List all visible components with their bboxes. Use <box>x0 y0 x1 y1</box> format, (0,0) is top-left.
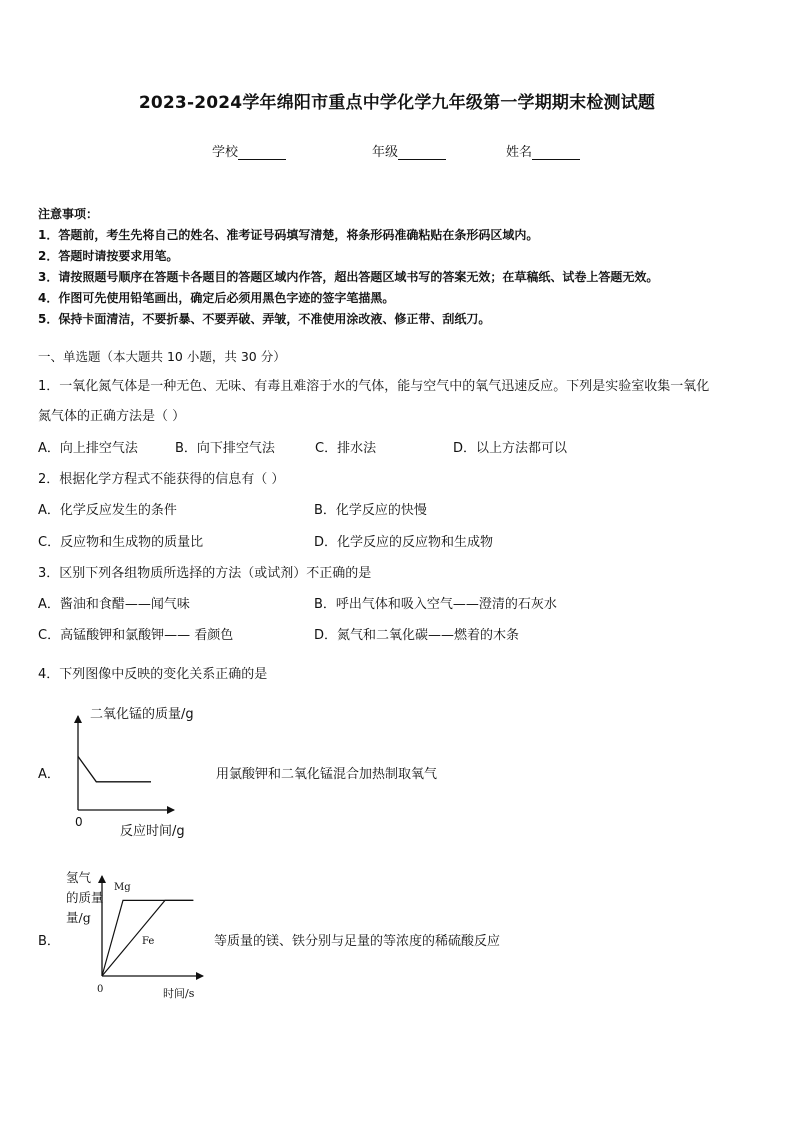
notice-block <box>38 204 658 330</box>
school-label: 学校 <box>212 145 239 160</box>
notice-item: 1．答题前，考生先将自己的姓名、准考证号码填写清楚，将条形码准确粘贴在条形码区域内。 <box>38 228 539 242</box>
grade-label: 年级 <box>372 145 399 160</box>
page-title: 2023-2024学年绵阳市重点中学化学九年级第一学期期末检测试题 <box>138 93 656 113</box>
graph-b-ylabel-line: 量/g <box>66 910 91 925</box>
question-1-option-b: B．向下排空气法 <box>175 441 275 456</box>
notice-item: 2．答题时请按要求用笔。 <box>38 249 179 263</box>
question-2-option-a: A．化学反应发生的条件 <box>38 503 177 518</box>
question-3-option-c: C．高锰酸钾和氯酸钾—— 看颜色 <box>38 628 234 643</box>
graph-a <box>70 712 180 816</box>
notice-item: 4．作图可先使用铅笔画出，确定后必须用黑色字迹的签字笔描黑。 <box>38 291 395 305</box>
question-2-stem: 2．根据化学方程式不能获得的信息有（ ） <box>38 472 285 487</box>
graph-b-ylabel-line: 氢气 <box>66 870 92 885</box>
name-blank <box>532 145 580 160</box>
name-field <box>506 141 580 160</box>
graph-a-ylabel: 二氧化锰的质量/g <box>90 707 194 722</box>
question-2-option-d: D．化学反应的反应物和生成物 <box>314 535 494 550</box>
question-4-option-a-label: A． <box>38 767 60 782</box>
graph-b-xlabel: 时间/s <box>163 987 195 1000</box>
graph-a-series-line <box>78 756 151 781</box>
graph-b-origin: 0 <box>97 984 104 995</box>
graph-b-series-label-mg: Mg <box>114 882 131 893</box>
question-1-option-a: A．向上排空气法 <box>38 441 138 456</box>
question-3-option-d: D．氮气和二氧化碳——燃着的木条 <box>314 628 520 643</box>
question-1-option-d: D．以上方法都可以 <box>453 441 568 456</box>
notice-heading: 注意事项： <box>38 207 99 221</box>
graph-a-origin: 0 <box>75 815 83 829</box>
question-4-option-b-caption: 等质量的镁、铁分别与足量的等浓度的稀硫酸反应 <box>214 934 501 949</box>
question-2-option-b: B．化学反应的快慢 <box>314 503 427 518</box>
section-heading: 一、单选题（本大题共 10 小题，共 30 分） <box>38 349 286 364</box>
question-4-option-a-caption: 用氯酸钾和二氧化锰混合加热制取氧气 <box>216 767 438 782</box>
school-field <box>212 141 286 160</box>
graph-b-series-fe <box>102 900 193 976</box>
question-4-stem: 4．下列图像中反映的变化关系正确的是 <box>38 667 268 682</box>
graph-b-series-mg <box>102 900 193 976</box>
notice-item: 3．请按照题号顺序在答题卡各题目的答题区域内作答，超出答题区域书写的答案无效；在草稿纸、试卷上答题无效。 <box>38 270 659 284</box>
question-3-option-a: A．酱油和食醋——闻气味 <box>38 597 190 612</box>
grade-field <box>372 141 446 160</box>
name-label: 姓名 <box>506 145 533 160</box>
question-1-stem-line2: 氮气体的正确方法是（ ） <box>38 409 186 424</box>
question-3-option-b: B．呼出气体和吸入空气——澄清的石灰水 <box>314 597 557 612</box>
graph-b-ylabel-line: 的质量 <box>66 890 104 905</box>
question-3-stem: 3．区别下列各组物质所选择的方法（或试剂）不正确的是 <box>38 566 372 581</box>
question-2-option-c: C．反应物和生成物的质量比 <box>38 535 204 550</box>
question-1-stem-line1: 1．一氧化氮气体是一种无色、无味、有毒且难溶于水的气体，能与空气中的氧气迅速反应。下列是实验室收集一氧化 <box>38 379 710 394</box>
graph-b <box>95 872 207 980</box>
notice-item: 5．保持卡面清洁，不要折暴、不要弄破、弄皱，不准使用涂改液、修正带、刮纸刀。 <box>38 312 491 326</box>
school-blank <box>238 145 286 160</box>
graph-b-series-label-fe: Fe <box>142 936 155 947</box>
question-1-option-c: C．排水法 <box>315 441 377 456</box>
graph-a-xlabel: 反应时间/g <box>120 824 185 839</box>
grade-blank <box>398 145 446 160</box>
question-4-option-b-label: B． <box>38 934 60 949</box>
